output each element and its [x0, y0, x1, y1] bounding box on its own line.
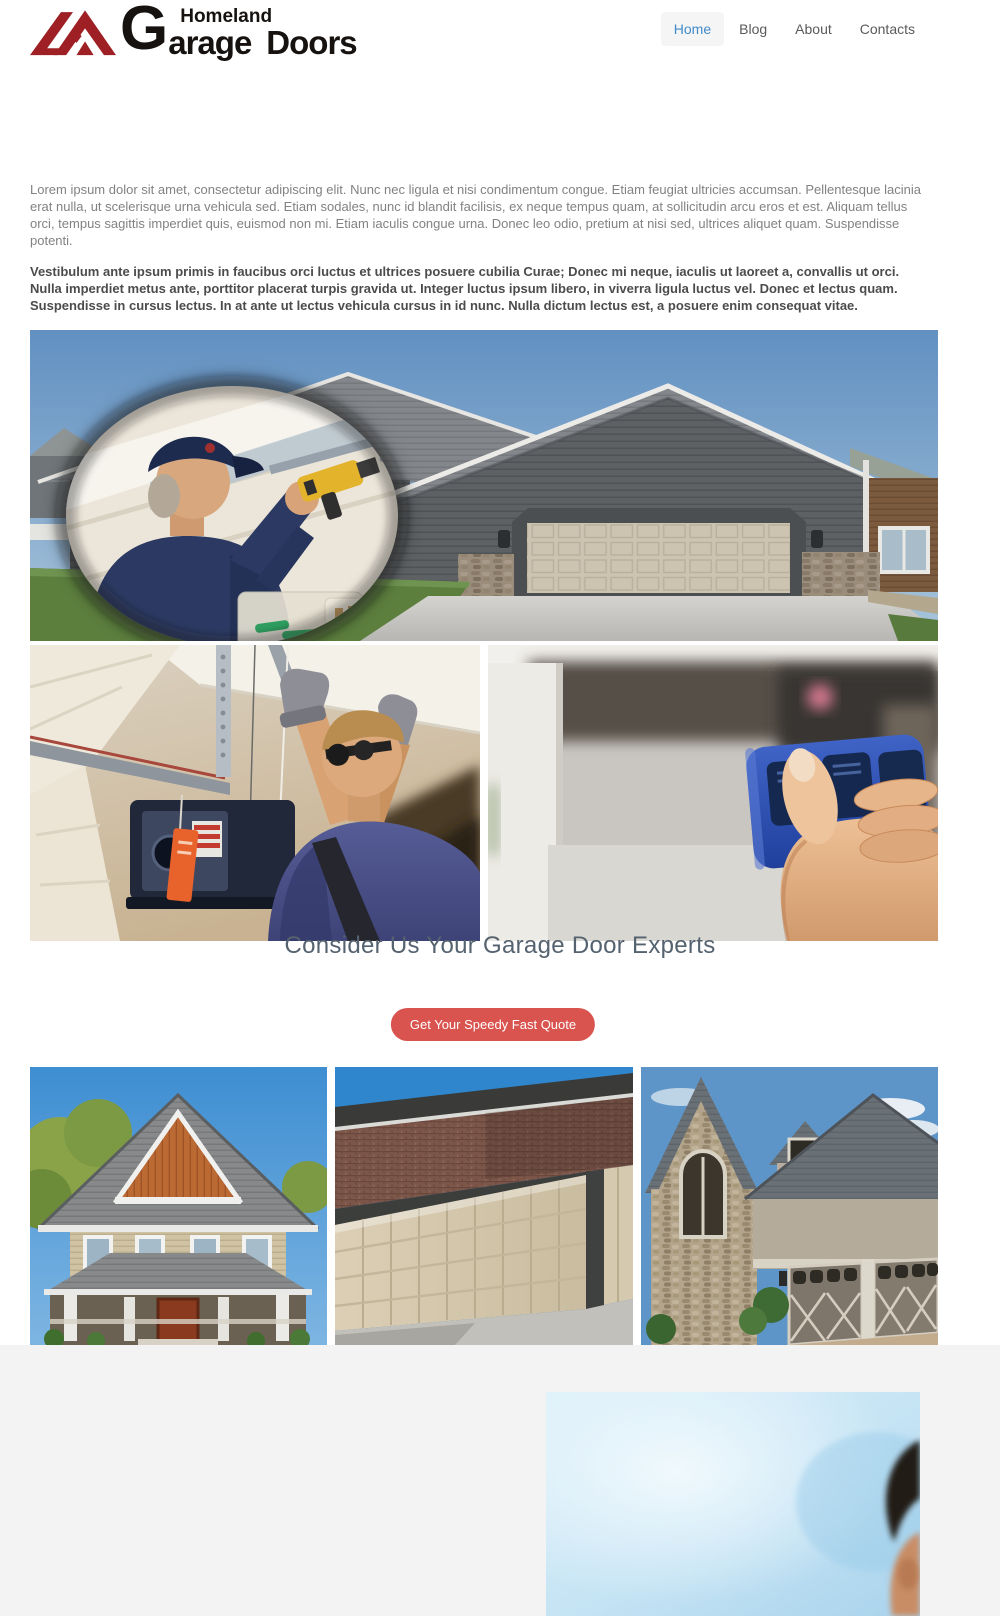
- installer-illustration: [30, 645, 480, 941]
- logo-initial: G: [120, 0, 166, 63]
- logo-doors-word: Doors: [266, 24, 357, 61]
- remote-illustration: [488, 645, 938, 941]
- logo-arage: arage: [168, 24, 252, 61]
- nav-item-contacts[interactable]: Contacts: [859, 21, 915, 37]
- installer-photo: [30, 645, 480, 941]
- bottom-partial-photo: [546, 1392, 920, 1616]
- garage-door-photo: [335, 1067, 633, 1345]
- logo-homeland: Homeland: [180, 6, 273, 27]
- logo-words: [168, 4, 357, 61]
- intro-paragraph-bold: Vestibulum ante ipsum primis in faucibus orci luctus et ultrices posuere cubilia Curae; Donec mi neque, iaculis ut laoreet a, convallis ut orci. Nulla imperdiet metus ante, porttitor placerat turpis gravida ut. Integer luctus ipsum libero, in viverra ligula luctus vel. Donec et lectus quam. Suspendisse in cursus lectus. In at ante ut lectus vehicula cursus in id nunc. Nulla dictum lectus est, a posuere enim consequat vitae.: [30, 264, 900, 313]
- house-photo-1: [30, 1067, 327, 1345]
- carriage-house-photo: [641, 1067, 938, 1345]
- nav-item-about[interactable]: About: [795, 21, 832, 37]
- carriage-doors: [789, 1259, 938, 1345]
- hero-house-illustration: [30, 330, 938, 641]
- hero-house-photo: [30, 330, 938, 641]
- remote-photo: [488, 645, 938, 941]
- house-1-illustration: [30, 1067, 327, 1345]
- intro-paragraph: Lorem ipsum dolor sit amet, consectetur adipiscing elit. Nunc nec ligula et nisi condimentum congue. Etiam feugiat ultricies accumsan. Pellentesque lacinia erat nulla, ut scelerisque urna vehicula sed. Etiam sodales, nunc id blandit facilisis, ex neque tempus quam, at sollicitudin arcu eros et est. Aliquam tellus orci, tempus sagittis imperdiet quis, euismod non mi. Etiam iaculis congue urna. Donec leo odio, pretium at nisi sed, ultrices aliquet quam. Suspendisse potenti.: [30, 182, 921, 248]
- logo-roof-icon: [30, 4, 116, 58]
- bottom-partial-illustration: [546, 1392, 920, 1616]
- cta-heading: Consider Us Your Garage Door Experts: [284, 932, 716, 959]
- quote-button[interactable]: Get Your Speedy Fast Quote: [391, 1008, 595, 1041]
- carriage-house-illustration: [641, 1067, 938, 1345]
- logo-text: [120, 0, 357, 63]
- nav-item-home[interactable]: Home: [661, 12, 724, 46]
- logo-garage-doors: [168, 24, 357, 61]
- main-nav: [659, 12, 928, 46]
- garage-door-illustration: [335, 1067, 633, 1345]
- nav-item-blog[interactable]: Blog: [739, 21, 768, 37]
- logo[interactable]: [30, 0, 357, 63]
